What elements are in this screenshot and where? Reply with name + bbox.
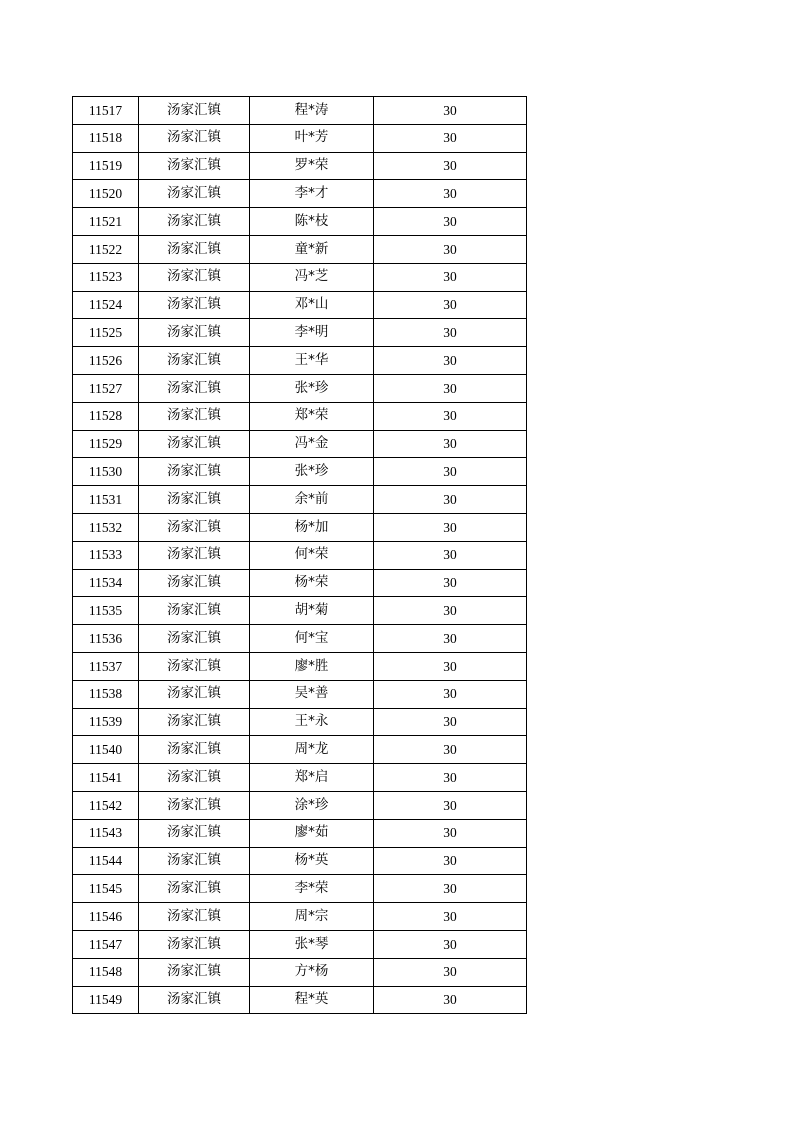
record-id-cell: 11532	[73, 513, 139, 541]
amount-cell: 30	[374, 208, 527, 236]
record-id-cell: 11536	[73, 625, 139, 653]
table-row	[73, 597, 527, 625]
amount-cell: 30	[374, 569, 527, 597]
amount-cell: 30	[374, 347, 527, 375]
amount-cell: 30	[374, 736, 527, 764]
roster-table-body	[73, 97, 527, 1014]
table-row	[73, 930, 527, 958]
amount-cell: 30	[374, 124, 527, 152]
person-name-cell: 冯*芝	[250, 263, 374, 291]
town-cell: 汤家汇镇	[139, 791, 250, 819]
person-name-cell: 杨*加	[250, 513, 374, 541]
record-id-cell: 11548	[73, 958, 139, 986]
record-id-cell: 11520	[73, 180, 139, 208]
amount-cell: 30	[374, 875, 527, 903]
person-name-cell: 周*宗	[250, 903, 374, 931]
table-row	[73, 486, 527, 514]
record-id-cell: 11519	[73, 152, 139, 180]
amount-cell: 30	[374, 597, 527, 625]
table-row	[73, 152, 527, 180]
table-row	[73, 402, 527, 430]
record-id-cell: 11543	[73, 819, 139, 847]
town-cell: 汤家汇镇	[139, 708, 250, 736]
town-cell: 汤家汇镇	[139, 958, 250, 986]
town-cell: 汤家汇镇	[139, 124, 250, 152]
amount-cell: 30	[374, 958, 527, 986]
town-cell: 汤家汇镇	[139, 652, 250, 680]
person-name-cell: 张*珍	[250, 458, 374, 486]
record-id-cell: 11517	[73, 97, 139, 125]
table-row	[73, 374, 527, 402]
person-name-cell: 王*华	[250, 347, 374, 375]
amount-cell: 30	[374, 819, 527, 847]
person-name-cell: 涂*珍	[250, 791, 374, 819]
record-id-cell: 11525	[73, 319, 139, 347]
town-cell: 汤家汇镇	[139, 625, 250, 653]
person-name-cell: 李*明	[250, 319, 374, 347]
town-cell: 汤家汇镇	[139, 180, 250, 208]
amount-cell: 30	[374, 625, 527, 653]
town-cell: 汤家汇镇	[139, 903, 250, 931]
table-row	[73, 625, 527, 653]
town-cell: 汤家汇镇	[139, 152, 250, 180]
amount-cell: 30	[374, 986, 527, 1014]
table-row	[73, 180, 527, 208]
record-id-cell: 11523	[73, 263, 139, 291]
town-cell: 汤家汇镇	[139, 764, 250, 792]
person-name-cell: 王*永	[250, 708, 374, 736]
amount-cell: 30	[374, 652, 527, 680]
record-id-cell: 11537	[73, 652, 139, 680]
person-name-cell: 罗*荣	[250, 152, 374, 180]
record-id-cell: 11545	[73, 875, 139, 903]
record-id-cell: 11540	[73, 736, 139, 764]
town-cell: 汤家汇镇	[139, 347, 250, 375]
table-row	[73, 791, 527, 819]
town-cell: 汤家汇镇	[139, 930, 250, 958]
town-cell: 汤家汇镇	[139, 736, 250, 764]
town-cell: 汤家汇镇	[139, 208, 250, 236]
person-name-cell: 张*琴	[250, 930, 374, 958]
table-row	[73, 736, 527, 764]
table-row	[73, 764, 527, 792]
amount-cell: 30	[374, 513, 527, 541]
record-id-cell: 11546	[73, 903, 139, 931]
amount-cell: 30	[374, 97, 527, 125]
person-name-cell: 胡*菊	[250, 597, 374, 625]
table-row	[73, 819, 527, 847]
table-row	[73, 569, 527, 597]
person-name-cell: 杨*荣	[250, 569, 374, 597]
person-name-cell: 周*龙	[250, 736, 374, 764]
amount-cell: 30	[374, 235, 527, 263]
record-id-cell: 11539	[73, 708, 139, 736]
table-row	[73, 347, 527, 375]
amount-cell: 30	[374, 374, 527, 402]
town-cell: 汤家汇镇	[139, 680, 250, 708]
town-cell: 汤家汇镇	[139, 263, 250, 291]
table-row	[73, 430, 527, 458]
record-id-cell: 11534	[73, 569, 139, 597]
record-id-cell: 11521	[73, 208, 139, 236]
person-name-cell: 杨*英	[250, 847, 374, 875]
person-name-cell: 程*涛	[250, 97, 374, 125]
town-cell: 汤家汇镇	[139, 569, 250, 597]
table-row	[73, 208, 527, 236]
town-cell: 汤家汇镇	[139, 430, 250, 458]
person-name-cell: 方*杨	[250, 958, 374, 986]
roster-table	[72, 96, 527, 1014]
town-cell: 汤家汇镇	[139, 986, 250, 1014]
person-name-cell: 陈*枝	[250, 208, 374, 236]
amount-cell: 30	[374, 764, 527, 792]
record-id-cell: 11544	[73, 847, 139, 875]
amount-cell: 30	[374, 930, 527, 958]
table-row	[73, 458, 527, 486]
record-id-cell: 11528	[73, 402, 139, 430]
town-cell: 汤家汇镇	[139, 97, 250, 125]
table-row	[73, 708, 527, 736]
person-name-cell: 吴*善	[250, 680, 374, 708]
record-id-cell: 11533	[73, 541, 139, 569]
record-id-cell: 11524	[73, 291, 139, 319]
amount-cell: 30	[374, 708, 527, 736]
person-name-cell: 李*荣	[250, 875, 374, 903]
town-cell: 汤家汇镇	[139, 541, 250, 569]
town-cell: 汤家汇镇	[139, 819, 250, 847]
person-name-cell: 郑*荣	[250, 402, 374, 430]
record-id-cell: 11522	[73, 235, 139, 263]
record-id-cell: 11526	[73, 347, 139, 375]
person-name-cell: 何*宝	[250, 625, 374, 653]
person-name-cell: 廖*茹	[250, 819, 374, 847]
town-cell: 汤家汇镇	[139, 402, 250, 430]
table-row	[73, 958, 527, 986]
person-name-cell: 余*前	[250, 486, 374, 514]
amount-cell: 30	[374, 791, 527, 819]
table-row	[73, 847, 527, 875]
amount-cell: 30	[374, 847, 527, 875]
person-name-cell: 童*新	[250, 235, 374, 263]
amount-cell: 30	[374, 319, 527, 347]
town-cell: 汤家汇镇	[139, 319, 250, 347]
record-id-cell: 11518	[73, 124, 139, 152]
person-name-cell: 张*珍	[250, 374, 374, 402]
amount-cell: 30	[374, 263, 527, 291]
table-row	[73, 875, 527, 903]
table-row	[73, 291, 527, 319]
person-name-cell: 廖*胜	[250, 652, 374, 680]
amount-cell: 30	[374, 430, 527, 458]
record-id-cell: 11527	[73, 374, 139, 402]
table-row	[73, 513, 527, 541]
record-id-cell: 11549	[73, 986, 139, 1014]
person-name-cell: 邓*山	[250, 291, 374, 319]
town-cell: 汤家汇镇	[139, 458, 250, 486]
table-row	[73, 319, 527, 347]
amount-cell: 30	[374, 541, 527, 569]
town-cell: 汤家汇镇	[139, 374, 250, 402]
record-id-cell: 11542	[73, 791, 139, 819]
person-name-cell: 冯*金	[250, 430, 374, 458]
town-cell: 汤家汇镇	[139, 847, 250, 875]
table-row	[73, 986, 527, 1014]
record-id-cell: 11530	[73, 458, 139, 486]
amount-cell: 30	[374, 291, 527, 319]
amount-cell: 30	[374, 180, 527, 208]
record-id-cell: 11547	[73, 930, 139, 958]
person-name-cell: 李*才	[250, 180, 374, 208]
person-name-cell: 郑*启	[250, 764, 374, 792]
table-row	[73, 652, 527, 680]
town-cell: 汤家汇镇	[139, 597, 250, 625]
town-cell: 汤家汇镇	[139, 235, 250, 263]
table-row	[73, 263, 527, 291]
town-cell: 汤家汇镇	[139, 513, 250, 541]
amount-cell: 30	[374, 152, 527, 180]
town-cell: 汤家汇镇	[139, 875, 250, 903]
table-row	[73, 97, 527, 125]
amount-cell: 30	[374, 486, 527, 514]
person-name-cell: 叶*芳	[250, 124, 374, 152]
table-row	[73, 680, 527, 708]
record-id-cell: 11531	[73, 486, 139, 514]
table-row	[73, 235, 527, 263]
person-name-cell: 程*英	[250, 986, 374, 1014]
record-id-cell: 11535	[73, 597, 139, 625]
record-id-cell: 11529	[73, 430, 139, 458]
amount-cell: 30	[374, 402, 527, 430]
amount-cell: 30	[374, 458, 527, 486]
table-row	[73, 903, 527, 931]
amount-cell: 30	[374, 903, 527, 931]
table-row	[73, 541, 527, 569]
amount-cell: 30	[374, 680, 527, 708]
town-cell: 汤家汇镇	[139, 486, 250, 514]
table-row	[73, 124, 527, 152]
record-id-cell: 11541	[73, 764, 139, 792]
record-id-cell: 11538	[73, 680, 139, 708]
town-cell: 汤家汇镇	[139, 291, 250, 319]
person-name-cell: 何*荣	[250, 541, 374, 569]
